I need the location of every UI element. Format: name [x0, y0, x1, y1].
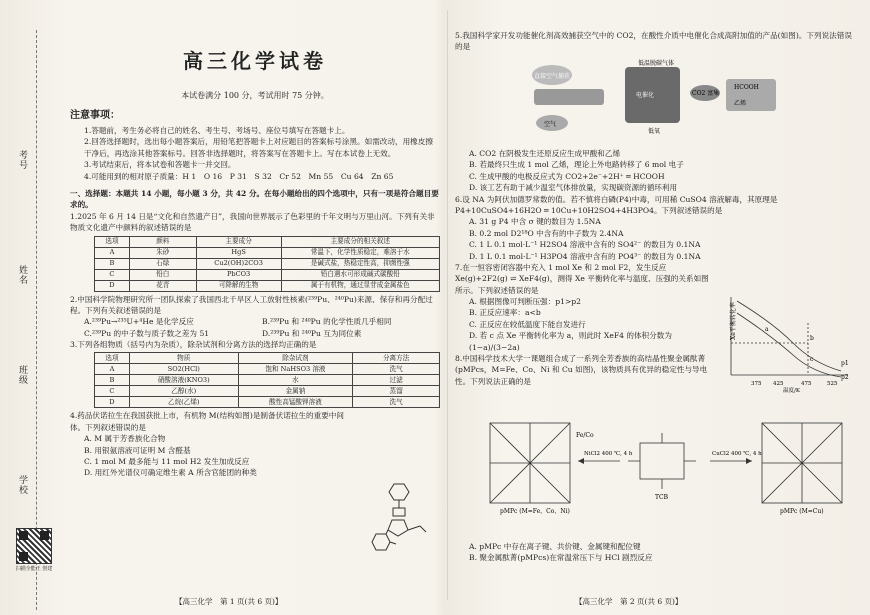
table-cell: 铅白 — [129, 269, 196, 280]
note-4: 4.可能用到的相对原子质量：H 1 O 16 P 31 S 32 Cr 52 Mn 55 Cu 64 Zn 65 — [84, 171, 394, 181]
q5-label: 直接空气捕获 — [534, 73, 571, 80]
q8-label: pMPc (M=Cu) — [780, 508, 824, 515]
curve-p2 — [737, 313, 841, 377]
table-header: 分离方法 — [353, 353, 440, 364]
table-cell: A — [95, 364, 130, 375]
q7-option-d: D. 若 c 点 Xe 平衡转化率为 a，则此时 XeF4 的体积分数为 (1−a)/(3−2a) — [469, 331, 672, 352]
table-cell: A — [95, 247, 130, 258]
table-cell: 是碱式盐，热稳定性高，抑菌性强 — [281, 258, 439, 269]
table-header: 物质 — [129, 353, 238, 364]
table-cell: 洗气 — [353, 364, 440, 375]
q2-option-c: C.²³⁹Pu 的中子数与质子数之差为 51 — [84, 328, 210, 338]
qr-code — [16, 528, 52, 564]
q3-table — [94, 352, 440, 408]
q5-label: 低氧 — [648, 128, 661, 135]
q4-molecule-structure — [362, 478, 442, 558]
q4-option-b: B. 用银氨溶液可证明 M 含醛基 — [84, 445, 191, 455]
table-row — [95, 247, 440, 258]
table-cell: 花青 — [129, 280, 196, 291]
table-cell: 乙醇(水) — [129, 386, 238, 397]
q5-label: 空气 — [544, 121, 557, 128]
q2-options-row — [70, 316, 440, 327]
table-cell: 可降解的生物 — [196, 280, 281, 291]
q8-label: pMPc (M=Fe、Co、Ni) — [500, 508, 570, 515]
note-2: 2.回答选择题时，选出每小题答案后，用铅笔把答题卡上对应题目的答案标号涂黑。如需改动，用橡皮擦干净后，再选涂其他答案标号。回答非选择题时，将答案写在答题卡上。写在本试卷上无效。 — [84, 137, 433, 158]
q4-stem: 4.药品伏诺拉生在我国获批上市，有机物 M(结构如图)是制备伏诺拉生的重要中间体。下列叙述错误的是 — [70, 411, 344, 432]
table-row — [95, 280, 440, 291]
table-cell: 水 — [238, 375, 353, 386]
tcb-bonds — [628, 433, 696, 489]
curve-p1 — [737, 301, 841, 371]
table-header: 颜料 — [129, 236, 196, 247]
table-cell: SO2(HCl) — [129, 364, 238, 375]
q8-label: Fe/Co — [576, 432, 594, 439]
table-cell: B — [95, 258, 130, 269]
q8-label: NiCl2 400 ℃, 4 h — [584, 451, 633, 457]
q4-option-d: D. 用红外光谱仪可确定维生素 A 所含官能团的种类 — [84, 468, 257, 478]
q7-graph — [713, 293, 853, 394]
table-cell: 蒸馏 — [353, 386, 440, 397]
q2-option-a: A.²³⁹Pu→²³⁵U+⁴He 是化学反应 — [84, 317, 194, 327]
exam-score-info: 本试卷满分 100 分，考试用时 75 分钟。 — [181, 91, 329, 100]
note-3: 3.考试结束后，将本试卷和答题卡一并交回。 — [84, 160, 236, 170]
binding-margin — [14, 20, 44, 610]
graph-ylabel: Xe平衡转化率 — [730, 302, 737, 340]
q3-stem: 3.下列各组物质（括号内为杂质），除杂试剂和分离方法的选择均正确的是 — [70, 340, 317, 350]
footer-left: 【高三化学 第 1 页(共 6 页)】 — [175, 597, 283, 606]
table-cell: 属于有机物，通过显苷成金属盐色 — [281, 280, 439, 291]
point-label: b — [810, 335, 814, 342]
capture-unit — [534, 89, 604, 105]
table-cell: PbCO3 — [196, 269, 281, 280]
lattice-bonds — [490, 423, 570, 503]
table-cell: 饱和 NaHSO3 溶液 — [238, 364, 353, 375]
table-row — [95, 375, 440, 386]
table-cell: 朱砂 — [129, 247, 196, 258]
q5-label: CO2 富集 — [692, 90, 720, 97]
q5-label: 电催化 — [636, 92, 655, 99]
q2-option-d: D.²³⁹Pu 和 ²⁴⁰Pu 互为同位素 — [262, 328, 362, 338]
left-page — [70, 28, 440, 479]
graph-xlabel: 温度/K — [783, 388, 800, 394]
exam-title: 高三化学试卷 — [183, 49, 327, 73]
q6-option-c: C. 1 L 0.1 mol·L⁻¹ H2SO4 溶液中含有的 SO4²⁻ 的数目为 0.1NA — [469, 240, 701, 250]
binding-label-class: 班级 — [17, 365, 27, 385]
table-header: 选项 — [95, 353, 130, 364]
q7-option-c: C. 正反应在较低温度下能自发进行 — [469, 319, 586, 329]
graph-xtick: 525 — [827, 381, 838, 387]
q5-process-diagram — [530, 57, 780, 135]
lattice-bonds — [762, 423, 842, 503]
table-cell: 金属钠 — [238, 386, 353, 397]
table-row — [95, 269, 440, 280]
table-cell: B — [95, 375, 130, 386]
q5-label: 低温脱碳气体 — [638, 60, 675, 67]
q2-option-b: B.²³⁹Pu 和 ²⁴⁰Pu 的化学性质几乎相同 — [262, 317, 392, 327]
q2-stem: 2.中国科学院物理研究所一团队探索了我国西北千旱区人工放射性核素(²³⁹Pu、²⁴⁰Pu)来源、保存和再分配过程。下列有关叙述错误的是 — [70, 294, 433, 315]
table-header: 除杂试剂 — [238, 353, 353, 364]
q7-option-a: A. 根据图像可判断压强：p1>p2 — [469, 297, 581, 307]
q7-option-b: B. 正反应速率：a<b — [469, 308, 541, 318]
q8-stem: 8.中国科学技术大学一课题组合成了一系列全芳香族的高结晶性聚金属酞菁(pMPcs，M=Fe、Co、Ni 和 Cu 如图)，该物质具有优异的稳定性与导电性。下列说法正确的是 — [455, 354, 708, 386]
notes-heading: 注意事项： — [70, 110, 120, 121]
table-cell: 酸性高锰酸钾溶液 — [238, 397, 353, 408]
arrow-head-left — [578, 458, 584, 464]
table-row — [95, 397, 440, 408]
q8-structure-figure — [480, 415, 855, 525]
table-header-row — [95, 353, 440, 364]
table-header: 选项 — [95, 236, 130, 247]
q5-label: 乙烯 — [734, 100, 747, 107]
page-divider — [447, 10, 448, 600]
table-row — [95, 364, 440, 375]
graph-xtick: 425 — [773, 381, 784, 387]
graph-xtick: 375 — [751, 381, 762, 387]
section-1-heading: 一、选择题：本题共 14 小题，每小题 3 分，共 42 分。在每小题给出的四个选项中，只有一项是符合题目要求的。 — [70, 188, 439, 210]
table-cell: Cu2(OH)2CO3 — [196, 258, 281, 269]
table-cell: 石绿 — [129, 258, 196, 269]
q2-options-row — [70, 328, 440, 339]
curve-label: p1 — [841, 360, 849, 367]
binding-line — [36, 30, 37, 610]
qr-caption: 扫描全能王 创建 — [15, 566, 53, 572]
table-cell: 洗气 — [353, 397, 440, 408]
right-page — [455, 30, 855, 53]
table-cell: D — [95, 397, 130, 408]
q6-option-b: B. 0.2 mol D2¹⁸O 中含有的中子数为 2.4NA — [469, 228, 624, 238]
q8-label: TCB — [655, 494, 669, 501]
q4-option-a: A. M 属于芳香族化合物 — [84, 434, 166, 444]
q8-option-b: B. 聚金属酞菁(pMPcs)在常温常压下与 HCl 剧烈反应 — [469, 553, 653, 563]
table-row — [95, 258, 440, 269]
table-cell: 常温下，化学性质稳定，难溶于水 — [281, 247, 439, 258]
table-cell: 乙烷(乙烯) — [129, 397, 238, 408]
graph-xtick: 475 — [801, 381, 812, 387]
footer-right: 【高三化学 第 2 页(共 6 页)】 — [575, 597, 683, 606]
table-cell: 铅白遇水可形成碱式碳酸铅 — [281, 269, 439, 280]
table-cell: C — [95, 269, 130, 280]
q5-option-b: B. 若最终只生成 1 mol 乙烯，理论上外电路转移了 6 mol 电子 — [469, 160, 684, 170]
q4-option-c: C. 1 mol M 最多能与 11 mol H2 发生加成反应 — [84, 457, 250, 467]
table-cell: 硝酸溶液(KNO3) — [129, 375, 238, 386]
q5-label: HCOOH — [734, 84, 759, 91]
q1-stem: 1.2025 年 6 月 14 日是“文化和自然遗产日”，我国向世界展示了色彩里的千年文明与万里山河。下列有关非物质文化遗产中颜料的叙述错误的是 — [70, 211, 435, 233]
q7-stem: 7.在一恒容密闭容器中充入 1 mol Xe 和 2 mol F2，发生反应 Xe(g)+2F2(g) ⇌ XeF4(g)，测得 Xe 平衡转化率与温度、压强的关系如图所示。下列叙述错误的是 — [455, 262, 709, 295]
table-header: 主要成分 — [196, 236, 281, 247]
q5-option-d: D. 该工艺有助于减少温室气体排放量，实现碳资源的循环利用 — [469, 183, 678, 193]
table-header: 主要成分的相关叙述 — [281, 236, 439, 247]
point-label: a — [765, 326, 769, 333]
q1-table — [94, 236, 440, 292]
q8-options — [455, 541, 855, 564]
table-cell: D — [95, 280, 130, 291]
binding-label-name: 姓名 — [17, 265, 27, 285]
q6-stem: 6.设 NA 为阿伏加德罗常数的值。若不慎将白磷(P4)中毒，可用稀 CuSO4 溶液解毒，其原理是 P4+10CuSO4+16H2O ═ 10Cu+10H2SO4+4H3PO4。下列叙述错误的是 — [455, 194, 778, 215]
table-header-row — [95, 236, 440, 247]
q5-option-a: A. CO2 在阴极发生还原反应生成甲酸和乙烯 — [469, 149, 621, 158]
tcb-molecule — [640, 443, 684, 479]
q8-label: CuCl2 400 ℃, 4 h — [712, 451, 762, 457]
binding-label-school: 学校 — [17, 475, 27, 495]
q5-option-c: C. 生成甲酸的电极反应式为 CO2+2e⁻+2H⁺ ═ HCOOH — [469, 171, 665, 181]
q5-stem: 5.我国科学家开发功能催化剂高效捕获空气中的 CO2，在酸性介质中电催化合成高附加值的产品(如图)。下列说法错误的是 — [455, 31, 852, 52]
curve-label: p2 — [841, 374, 849, 381]
table-cell: C — [95, 386, 130, 397]
binding-label-exam-number: 考号 — [17, 150, 27, 170]
point-label: c — [810, 356, 814, 363]
arrow-head-right — [746, 458, 752, 464]
q6-option-a: A. 31 g P4 中含 σ 键的数目为 1.5NA — [469, 217, 601, 227]
q6-option-d: D. 1 L 0.1 mol·L⁻¹ H3PO4 溶液中含有的 PO4³⁻ 的数目为 0.1NA — [469, 251, 701, 261]
note-1: 1.答题前，考生务必将自己的姓名、考生号、考场号、座位号填写在答题卡上。 — [84, 126, 350, 135]
table-cell: 过滤 — [353, 375, 440, 386]
table-cell: HgS — [196, 247, 281, 258]
q8-option-a: A. pMPc 中存在离子键、共价键、金属键和配位键 — [469, 542, 641, 551]
table-row — [95, 386, 440, 397]
